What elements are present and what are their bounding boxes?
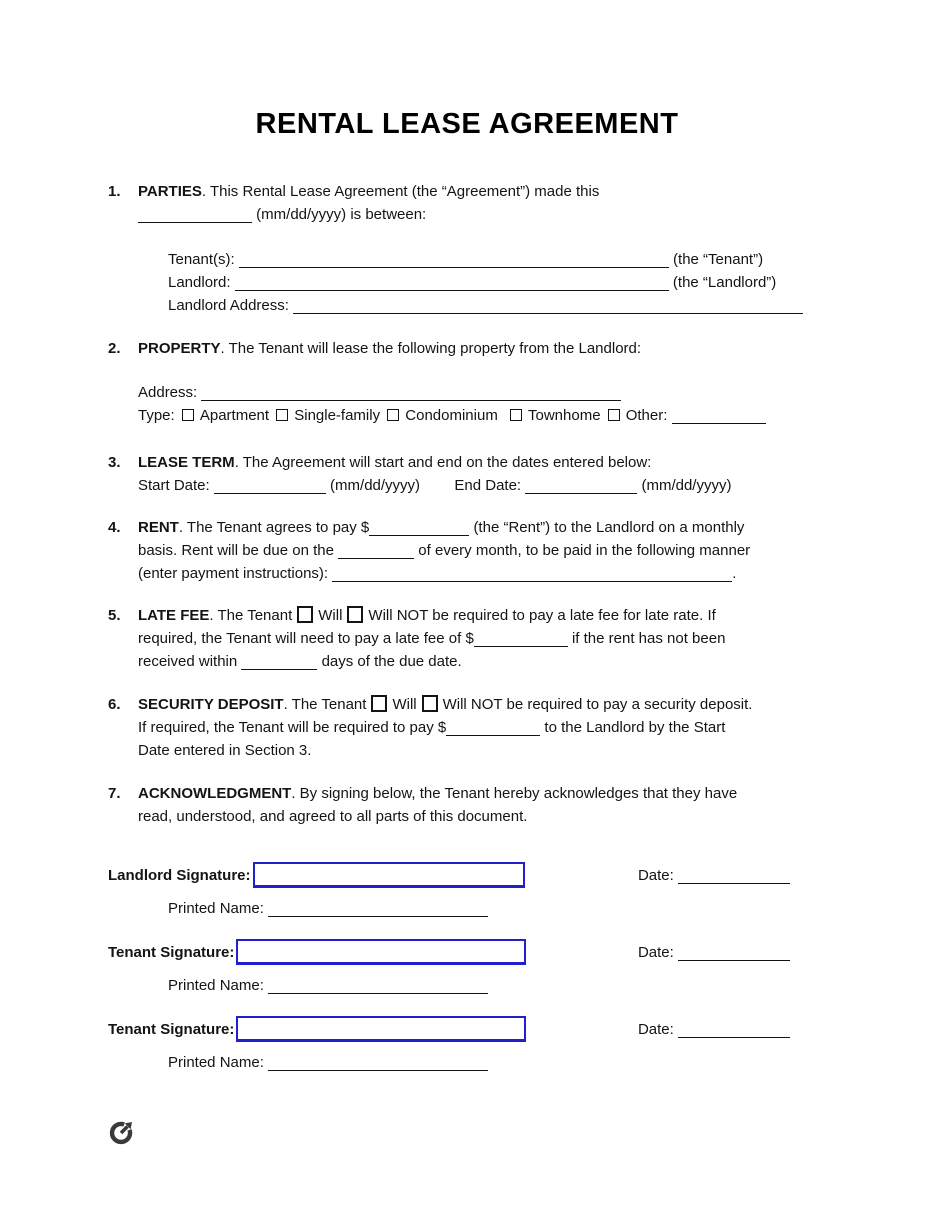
tenant-date-blank xyxy=(678,945,790,961)
document-body xyxy=(0,180,934,1074)
printed-name-label: Printed Name: xyxy=(168,900,264,917)
type-option-apartment: Apartment xyxy=(199,407,270,424)
section-parties xyxy=(108,180,822,317)
tenant-signature-block xyxy=(108,938,822,997)
section-lease-term xyxy=(108,451,822,497)
section-text: required, the Tenant will need to pay a late fee of $ xyxy=(138,630,474,647)
tenant-name-blank xyxy=(239,252,669,268)
printed-name-label: Printed Name: xyxy=(168,977,264,994)
section-rent xyxy=(108,516,822,585)
start-date-label: Start Date: xyxy=(138,477,210,494)
agreement-date-blank xyxy=(138,207,252,223)
printed-name-label: Printed Name: xyxy=(168,1054,264,1071)
checkbox-apartment-icon xyxy=(182,409,194,421)
other-type-blank xyxy=(672,408,766,424)
landlord-address-blank xyxy=(293,298,803,314)
section-heading: RENT xyxy=(138,519,179,536)
section-text: . The Agreement will start and end on the dates entered below: xyxy=(234,454,652,471)
section-number: 5. xyxy=(108,607,121,624)
signature-area xyxy=(108,861,822,1074)
section-text: . The Tenant will lease the following property from the Landlord: xyxy=(220,340,642,357)
section-number: 7. xyxy=(108,785,121,802)
section-number: 3. xyxy=(108,454,121,471)
section-text: . The Tenant xyxy=(209,607,293,624)
end-date-blank xyxy=(525,478,637,494)
date-label: Date: xyxy=(637,1020,674,1038)
date-label: Date: xyxy=(637,943,674,961)
end-date-format: (mm/dd/yyyy) xyxy=(641,477,732,494)
section-text: . This Rental Lease Agreement (the “Agreement”) made this xyxy=(201,183,600,200)
tenant-label: Tenant(s): xyxy=(168,251,235,268)
section-number: 1. xyxy=(108,183,121,200)
will-not-label: Will NOT be required to pay a late fee for late rate. If xyxy=(368,607,716,624)
tenant-signature-label: Tenant Signature: xyxy=(108,943,235,961)
tenant-signature-label-2: Tenant Signature: xyxy=(108,1020,235,1038)
page-title: RENTAL LEASE AGREEMENT xyxy=(255,108,679,140)
landlord-signature-input[interactable] xyxy=(253,862,525,888)
landlord-address-label: Landlord Address: xyxy=(168,297,289,314)
section-text: (enter payment instructions): xyxy=(138,565,329,582)
landlord-name-blank xyxy=(235,275,669,291)
address-label: Address: xyxy=(138,384,198,401)
section-number: 4. xyxy=(108,519,121,536)
tenant-signature-input-2[interactable] xyxy=(236,1016,526,1042)
section-number: 6. xyxy=(108,696,121,713)
deposit-will-checkbox-icon xyxy=(371,695,387,712)
checkbox-townhome-icon xyxy=(510,409,522,421)
late-fee-amount-blank xyxy=(474,631,568,647)
section-text: (mm/dd/yyyy) is between: xyxy=(256,206,427,223)
landlord-signature-label: Landlord Signature: xyxy=(108,866,251,884)
section-text: to the Landlord by the Start xyxy=(544,719,726,736)
property-address-blank xyxy=(201,385,621,401)
section-text: . xyxy=(732,565,737,582)
will-label: Will xyxy=(318,607,343,624)
section-number: 2. xyxy=(108,340,121,357)
tenant-tag: (the “Tenant”) xyxy=(673,251,764,268)
section-text: if the rent has not been xyxy=(571,630,726,647)
section-property xyxy=(108,337,822,427)
section-text: read, understood, and agreed to all parts of this document. xyxy=(138,808,528,825)
tenant-signature-input[interactable] xyxy=(236,939,526,965)
rent-due-day-blank xyxy=(338,543,414,559)
tenant-printed-name-blank-2 xyxy=(268,1055,488,1071)
tenant-printed-name-blank xyxy=(268,978,488,994)
checkbox-single-family-icon xyxy=(276,409,288,421)
section-late-fee xyxy=(108,604,822,673)
deposit-amount-blank xyxy=(446,720,540,736)
circular-arrow-logo-icon xyxy=(108,1118,136,1146)
section-text: . The Tenant agrees to pay $ xyxy=(178,519,370,536)
section-text: of every month, to be paid in the following manner xyxy=(418,542,751,559)
tenant-signature-block-2 xyxy=(108,1015,822,1074)
date-label: Date: xyxy=(637,866,674,884)
type-option-townhome: Townhome xyxy=(528,407,601,424)
rent-amount-blank xyxy=(369,520,469,536)
section-heading: LATE FEE xyxy=(138,607,210,624)
section-text: If required, the Tenant will be required to pay $ xyxy=(138,719,447,736)
section-heading: SECURITY DEPOSIT xyxy=(138,696,284,713)
end-date-label: End Date: xyxy=(454,477,522,494)
section-acknowledgment xyxy=(108,782,822,828)
type-option-condominium: Condominium xyxy=(405,407,498,424)
section-security-deposit xyxy=(108,693,822,762)
type-label: Type: xyxy=(138,407,175,424)
will-label: Will xyxy=(392,696,417,713)
start-date-format: (mm/dd/yyyy) xyxy=(330,477,421,494)
section-text: . By signing below, the Tenant hereby acknowledges that they have xyxy=(291,785,738,802)
landlord-date-blank xyxy=(678,868,790,884)
section-heading: ACKNOWLEDGMENT xyxy=(138,785,292,802)
start-date-blank xyxy=(214,478,326,494)
footer xyxy=(0,1118,934,1146)
section-text: basis. Rent will be due on the xyxy=(138,542,334,559)
landlord-label: Landlord: xyxy=(168,274,231,291)
section-text: (the “Rent”) to the Landlord on a monthly xyxy=(473,519,745,536)
deposit-will-not-checkbox-icon xyxy=(422,695,438,712)
section-heading: LEASE TERM xyxy=(138,454,235,471)
section-heading: PARTIES xyxy=(138,183,202,200)
type-option-other-label: Other: xyxy=(625,407,668,424)
payment-instructions-blank xyxy=(332,566,732,582)
late-fee-days-blank xyxy=(241,654,317,670)
tenant-date-blank-2 xyxy=(678,1022,790,1038)
landlord-signature-block xyxy=(108,861,822,920)
landlord-printed-name-blank xyxy=(268,901,488,917)
section-text: Date entered in Section 3. xyxy=(138,742,312,759)
checkbox-condominium-icon xyxy=(387,409,399,421)
type-option-single-family: Single-family xyxy=(294,407,381,424)
section-text: days of the due date. xyxy=(321,653,462,670)
section-text: received within xyxy=(138,653,238,670)
late-fee-will-not-checkbox-icon xyxy=(347,606,363,623)
will-not-label: Will NOT be required to pay a security deposit. xyxy=(442,696,753,713)
late-fee-will-checkbox-icon xyxy=(297,606,313,623)
checkbox-other-icon xyxy=(608,409,620,421)
section-heading: PROPERTY xyxy=(138,340,221,357)
landlord-tag: (the “Landlord”) xyxy=(672,274,777,291)
section-text: . The Tenant xyxy=(283,696,367,713)
